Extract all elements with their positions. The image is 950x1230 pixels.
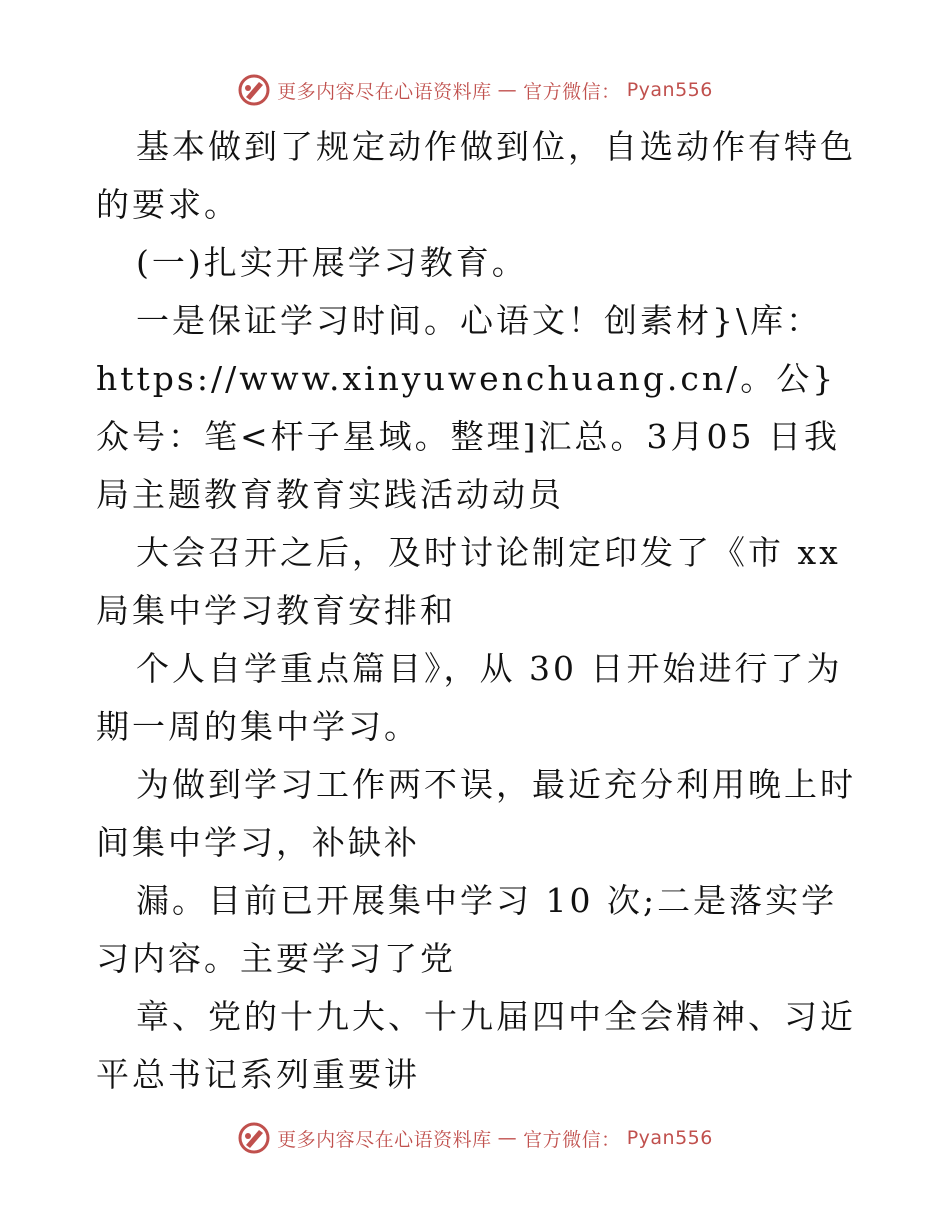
brand-logo-icon: [237, 1121, 271, 1155]
watermark-text: 更多内容尽在心语资料库: [277, 80, 492, 103]
watermark-separator: —: [497, 79, 518, 101]
watermark-text: 更多内容尽在心语资料库: [277, 1128, 492, 1151]
paragraph-4: https://www.xinyuwenchuang.cn/。公}众号：笔<杆子星域。整理]汇总。3月05 日我局主题教育教育实践活动动员: [96, 359, 841, 514]
paragraph-7: 为做到学习工作两不误，最近充分利用晚上时间集中学习，补缺补: [96, 765, 856, 862]
watermark-official-label: 官方微信：: [523, 1128, 621, 1151]
watermark-wechat-id: Pyan556: [626, 79, 713, 101]
paragraph-2: (一)扎实开展学习教育。: [136, 243, 528, 282]
header-watermark: [0, 68, 950, 112]
watermark-separator: —: [497, 1127, 518, 1149]
paragraph-9: 章、党的十九大、十九届四中全会精神、习近平总书记系列重要讲: [96, 997, 856, 1094]
paragraph-5: 大会召开之后，及时讨论制定印发了《市 xx 局集中学习教育安排和: [96, 533, 841, 630]
paragraph-1: 基本做到了规定动作做到位，自选动作有特色的要求。: [96, 127, 856, 224]
document-body: [96, 118, 856, 1104]
paragraph-6: 个人自学重点篇目》，从 30 日开始进行了为期一周的集中学习。: [96, 649, 843, 746]
watermark-wechat-id: Pyan556: [626, 1127, 713, 1149]
brand-logo-icon: [237, 73, 271, 107]
footer-watermark: [0, 1116, 950, 1160]
paragraph-8: 漏。目前已开展集中学习 10 次;二是落实学习内容。主要学习了党: [96, 881, 838, 978]
paragraph-3: 一是保证学习时间。心语文！创素材}\库：: [136, 301, 823, 340]
watermark-official-label: 官方微信：: [523, 80, 621, 103]
